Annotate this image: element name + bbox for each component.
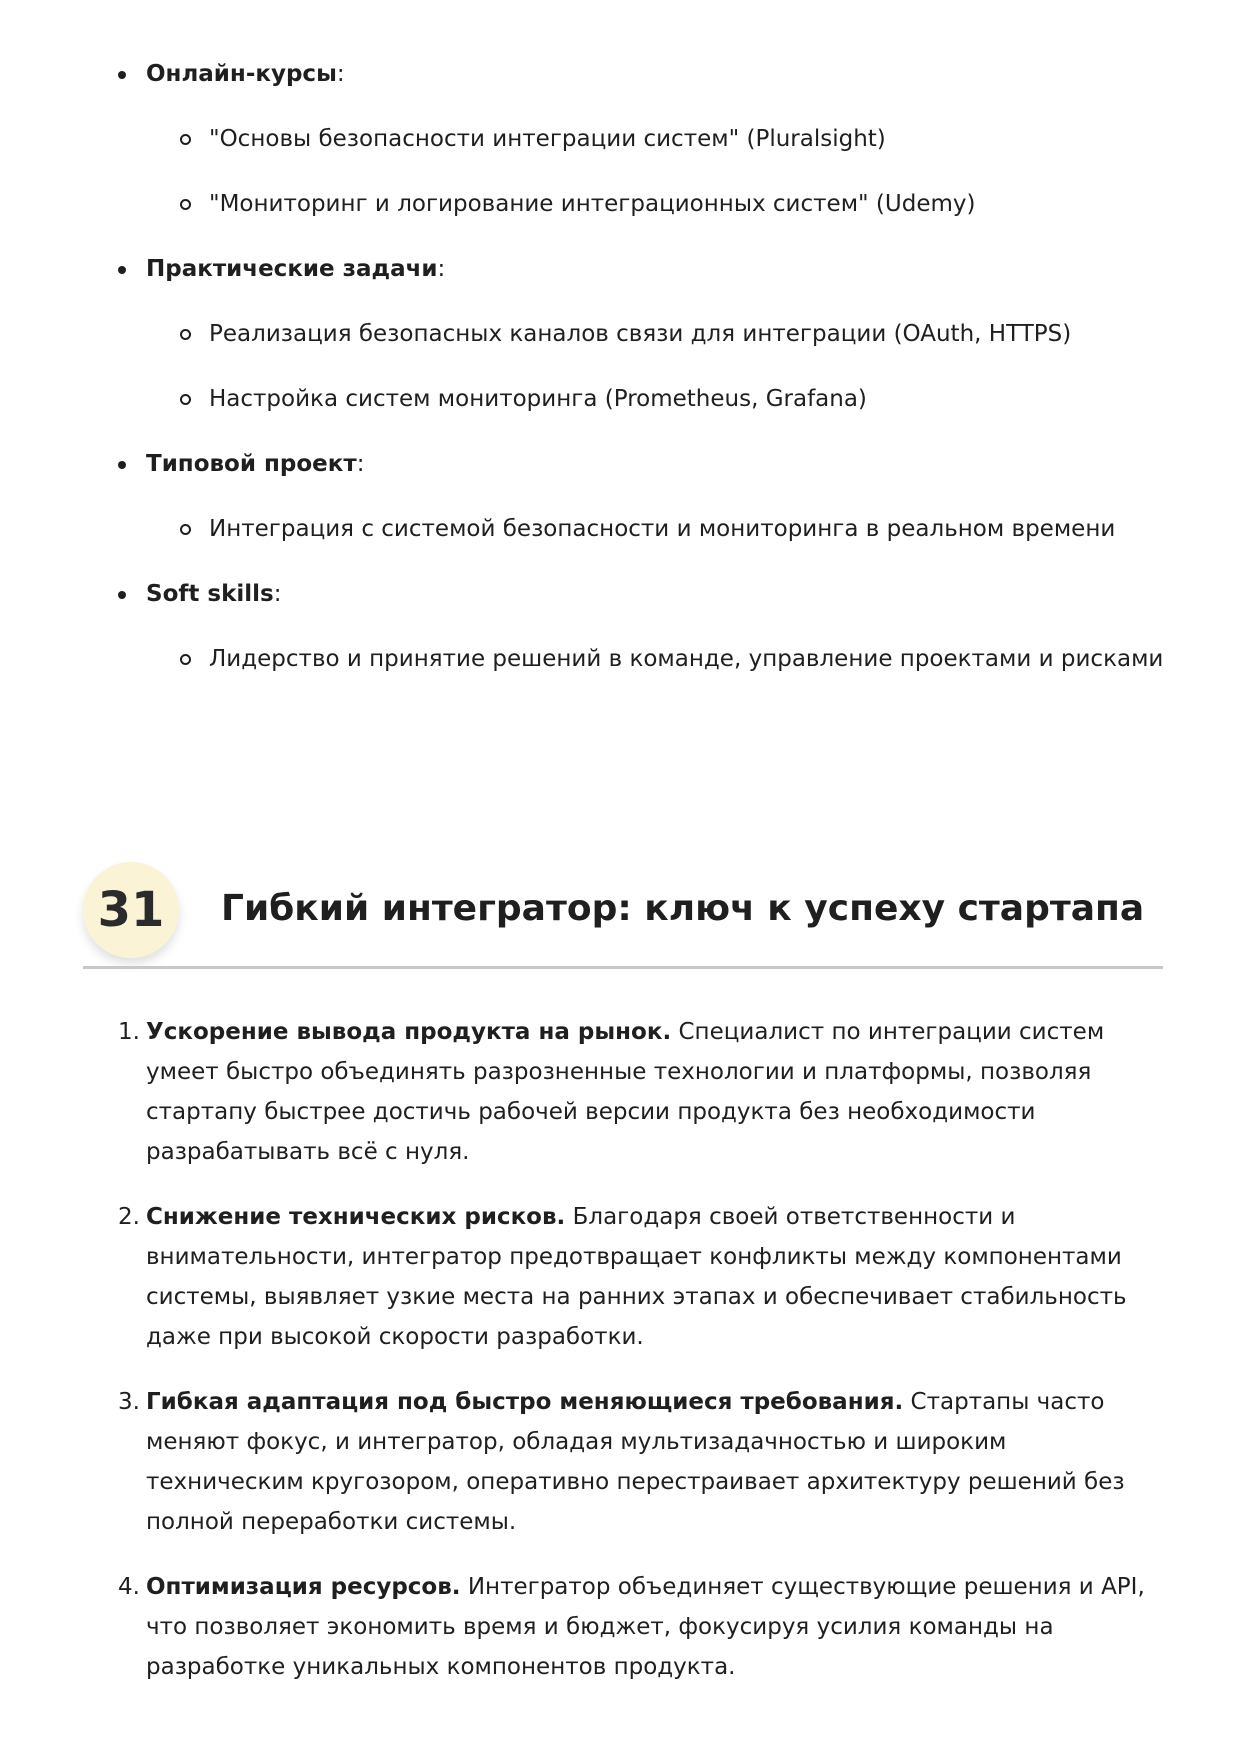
sub-list-item: "Основы безопасности интеграции систем" (Pluralsight) [0, 123, 1239, 155]
sub-list-item: "Мониторинг и логирование интеграционных систем" (Udemy) [0, 188, 1239, 220]
list-item [0, 58, 1239, 220]
sub-list-item: Интеграция с системой безопасности и мониторинга в реальном времени [0, 513, 1239, 545]
list-item [0, 578, 1239, 675]
list-item [0, 448, 1239, 545]
sub-list-item: Настройка систем мониторинга (Prometheus, Grafana) [0, 383, 1239, 415]
bullet-heading: Практические задачи: [0, 253, 1239, 285]
sub-list [0, 513, 1239, 545]
sub-list [0, 643, 1239, 675]
item-lead: Ускорение вывода продукта на рынок. [146, 1019, 672, 1045]
sub-list-item: Лидерство и принятие решений в команде, управление проектами и рисками [0, 643, 1239, 675]
numbered-list-item [0, 1197, 1162, 1357]
item-lead: Оптимизация ресурсов. [146, 1574, 461, 1600]
numbered-list [0, 1012, 1239, 1712]
sub-list [0, 318, 1239, 415]
section-title: Гибкий интегратор: ключ к успеху стартапа [221, 888, 1145, 929]
sub-list-item: Реализация безопасных каналов связи для интеграции (OAuth, HTTPS) [0, 318, 1239, 350]
item-number: 1. [118, 1019, 140, 1045]
item-text: Специалист по интеграции систем умеет быстро объединять разрозненные технологии и платформы, позволяя стартапу быстрее достичь рабочей версии продукта без необходимости разрабатывать всё с нуля. [146, 1019, 1105, 1165]
bullet-heading: Soft skills: [0, 578, 1239, 610]
item-number: 3. [118, 1389, 140, 1415]
numbered-list-item [0, 1382, 1162, 1542]
bullet-heading: Типовой проект: [0, 448, 1239, 480]
sub-list [0, 123, 1239, 220]
numbered-list-item [0, 1012, 1162, 1172]
item-lead: Снижение технических рисков. [146, 1204, 566, 1230]
item-number: 2. [118, 1204, 140, 1230]
item-text: Интегратор объединяет существующие решения и API, что позволяет экономить время и бюджет, фокусируя усилия команды на разработке уникальных компонентов продукта. [146, 1574, 1145, 1680]
section-number-badge: 31 [83, 862, 179, 958]
item-number: 4. [118, 1574, 140, 1600]
section-header [83, 862, 1163, 968]
item-text: Благодаря своей ответственности и внимательности, интегратор предотвращает конфликты между компонентами системы, выявляет узкие места на ранних этапах и обеспечивает стабильность даже при высокой скорости разработки. [146, 1204, 1127, 1350]
list-item [0, 253, 1239, 415]
item-text: Стартапы часто меняют фокус, и интегратор, обладая мультизадачностью и широким техническим кругозором, оперативно перестраивает архитектуру решений без полной переработки системы. [146, 1389, 1125, 1535]
bullet-list [0, 58, 1239, 708]
section-divider [83, 966, 1163, 969]
numbered-list-item [0, 1567, 1162, 1687]
item-lead: Гибкая адаптация под быстро меняющиеся требования. [146, 1389, 904, 1415]
bullet-heading: Онлайн-курсы: [0, 58, 1239, 90]
